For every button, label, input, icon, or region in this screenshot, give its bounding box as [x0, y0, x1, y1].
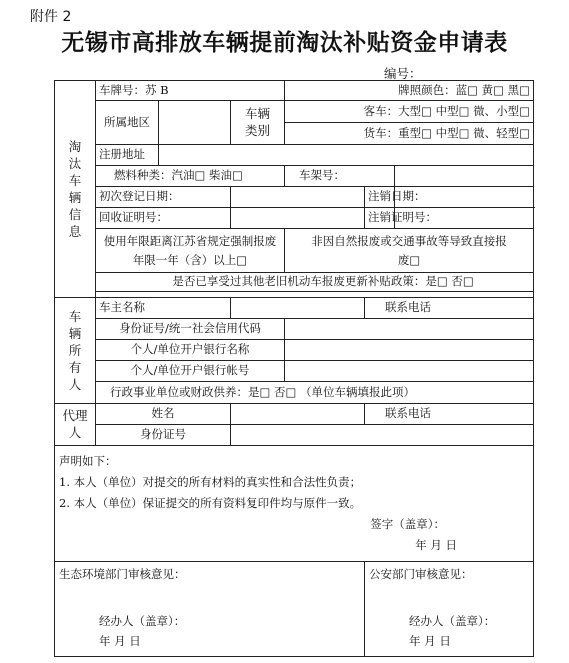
- cancellation-certificate-label: 注销证明号：: [365, 208, 395, 229]
- form-title: 无锡市高排放车辆提前淘汰补贴资金申请表: [61, 29, 508, 56]
- attachment-label: 附件 2: [30, 9, 72, 25]
- owner-id-field[interactable]: [285, 319, 534, 340]
- owner-phone-label: 联系电话: [365, 298, 534, 319]
- agent-name-label: 姓名: [96, 404, 231, 425]
- police-review-label: 公安部门审核意见：: [369, 567, 473, 581]
- vehicle-category-label: 车辆类别: [231, 101, 285, 145]
- env-review-date[interactable]: 年 月 日: [99, 633, 141, 648]
- truck-options[interactable]: 货车：重型□ 中型□ 微、轻型□: [285, 123, 534, 145]
- forced-scrap-option[interactable]: 使用年限距离江苏省规定强制报废年限一年（含）以上□: [96, 229, 285, 273]
- frame-number-label: 车架号：: [285, 166, 395, 187]
- recycle-certificate-label: 回收证明号：: [96, 208, 231, 229]
- public-unit-option[interactable]: 行政事业单位或财政供养：是□ 否□ （单位车辆填报此项）: [96, 382, 534, 404]
- recycle-certificate-field[interactable]: [231, 208, 365, 229]
- owner-name-label: 车主名称: [96, 298, 231, 319]
- police-review-date[interactable]: 年 月 日: [409, 633, 451, 648]
- agent-phone-label: 联系电话: [365, 404, 534, 425]
- cancellation-date-label: 注销日期：: [365, 187, 395, 208]
- declaration-box: [55, 446, 534, 562]
- declaration-line-1: 1. 本人（单位）对提交的所有材料的真实性和合法性负责；: [59, 475, 362, 489]
- registered-address-label: 注册地址: [96, 145, 159, 166]
- bank-account-label: 个人/单位开户银行帐号: [96, 361, 285, 382]
- env-review-label: 生态环境部门审核意见：: [59, 567, 186, 581]
- bank-account-field[interactable]: [285, 361, 534, 382]
- declaration-line-2: 2. 本人（单位）保证提交的所有资料复印件均与原件一致。: [59, 496, 362, 510]
- first-registration-date-field[interactable]: [231, 187, 365, 208]
- owner-name-field[interactable]: [231, 298, 365, 319]
- fuel-type-options[interactable]: 燃料种类：汽油□ 柴油□: [96, 166, 285, 187]
- first-registration-date-label: 初次登记日期：: [96, 187, 231, 208]
- plate-number-field[interactable]: 车牌号：苏 B: [96, 81, 285, 101]
- bank-name-field[interactable]: [285, 340, 534, 361]
- declaration-signature[interactable]: 签字（盖章）：: [370, 517, 446, 531]
- registered-address-field[interactable]: [159, 145, 534, 166]
- passenger-car-options[interactable]: 客车：大型□ 中型□ 微、小型□: [285, 101, 534, 123]
- frame-number-field[interactable]: [395, 166, 534, 187]
- vehicle-section-label: 淘汰车辆信息: [55, 81, 96, 298]
- form-number-label: 编号：: [384, 66, 422, 81]
- declaration-date[interactable]: 年 月 日: [415, 538, 458, 552]
- agent-id-label: 身份证号: [96, 425, 231, 446]
- agent-id-field[interactable]: [231, 425, 534, 446]
- police-review-box[interactable]: [365, 562, 534, 657]
- env-handler-signature[interactable]: 经办人（盖章）：: [99, 613, 186, 628]
- agent-name-field[interactable]: [231, 404, 365, 425]
- non-natural-scrap-option[interactable]: 非因自然报废或交通事故等导致直接报废□: [285, 229, 534, 273]
- bank-name-label: 个人/单位开户银行名称: [96, 340, 285, 361]
- plate-color-options[interactable]: 牌照颜色：蓝□ 黄□ 黑□: [285, 81, 534, 101]
- region-label: 所属地区: [96, 101, 159, 145]
- region-value-field[interactable]: [159, 101, 231, 145]
- owner-section-label: 车辆所有人: [55, 298, 96, 404]
- prior-subsidy-option[interactable]: 是否已享受过其他老旧机动车报废更新补贴政策：是□ 否□: [96, 273, 534, 292]
- declaration-heading: 声明如下：: [59, 454, 117, 468]
- env-review-box[interactable]: [55, 562, 365, 657]
- agent-section-label: 代理人: [55, 404, 96, 446]
- application-form-table: [54, 80, 534, 657]
- police-handler-signature[interactable]: 经办人（盖章）：: [409, 613, 496, 628]
- owner-id-label: 身份证号/统一社会信用代码: [96, 319, 285, 340]
